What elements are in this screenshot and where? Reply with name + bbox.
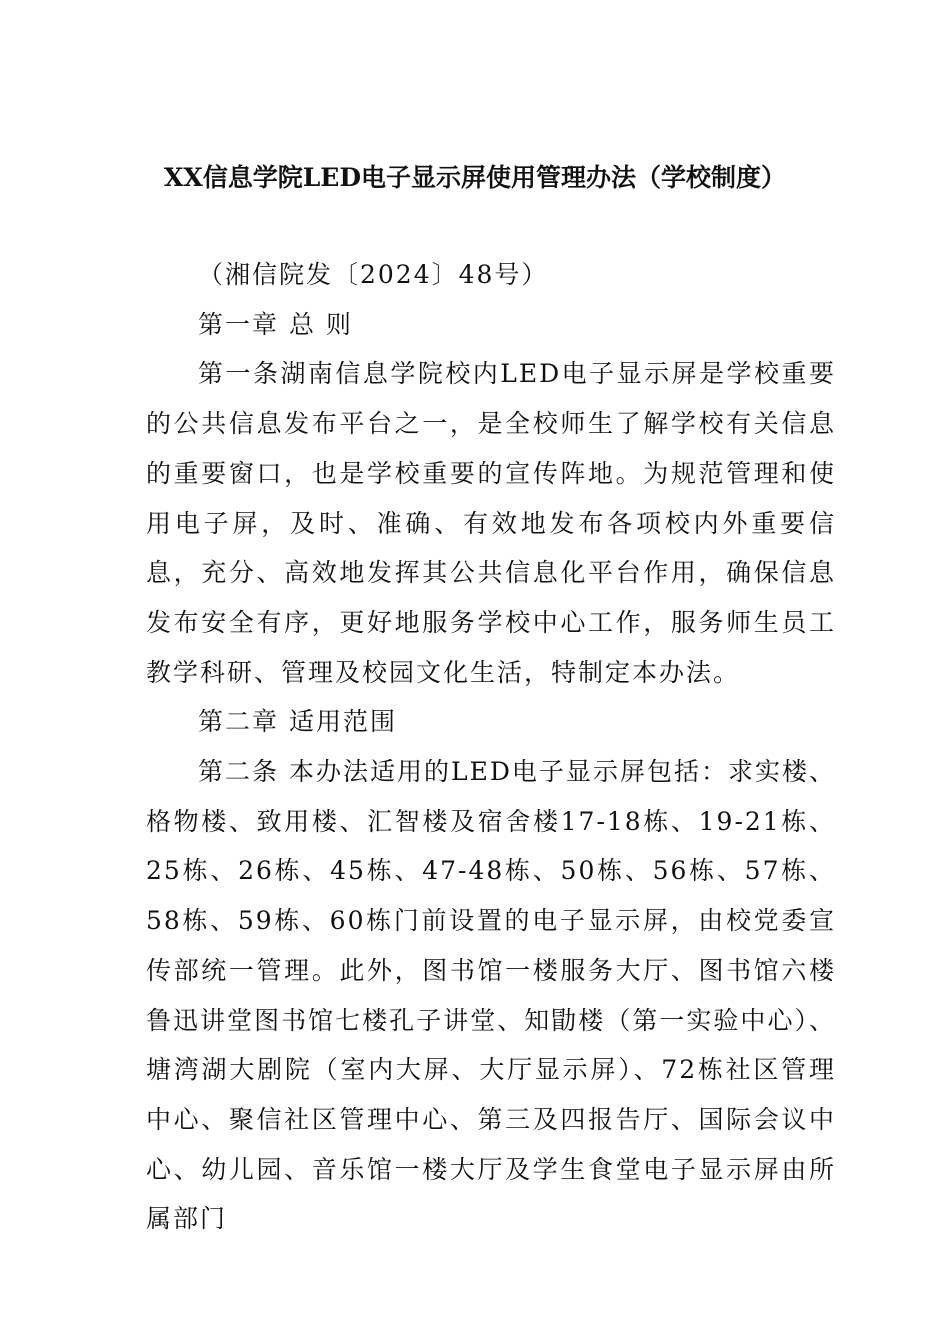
chapter-2-heading: 第二章 适用范围 [198,707,397,737]
article-1-paragraph: 第一条湖南信息学院校内LED电子显示屏是学校重要的公共信息发布平台之一，是全校师生了解学校有关信息的重要窗口，也是学校重要的宣传阵地。为规范管理和使用电子屏，及时、准确、有效地发布各项校内外重要信息，充分、高效地发挥其公共信息化平台作用，确保信息发布安全有序，更好地服务学校中心工作，服务师生员工教学科研、管理及校园文化生活，特制定本办法。 [146,359,836,687]
chapter-1-heading: 第一章 总 则 [198,309,353,339]
document-number: （湘信院发〔2024〕48号） [198,260,549,289]
document-body [146,250,836,1244]
document-title: XX信息学院LED电子显示屏使用管理办法（学校制度） [163,163,787,192]
article-2-paragraph: 第二条 本办法适用的LED电子显示屏包括：求实楼、格物楼、致用楼、汇智楼及宿舍楼17-18栋、19-21栋、25栋、26栋、45栋、47-48栋、50栋、56栋、57栋、58栋、59栋、60栋门前设置的电子显示屏，由校党委宣传部统一管理。此外，图书馆一楼服务大厅、图书馆六楼鲁迅讲堂图书馆七楼孔子讲堂、知勖楼（第一实验中心）、塘湾湖大剧院（室内大屏、大厅显示屏）、72栋社区管理中心、聚信社区管理中心、第三及四报告厅、国际会议中心、幼儿园、音乐馆一楼大厅及学生食堂电子显示屏由所属部门 [146,757,836,1234]
